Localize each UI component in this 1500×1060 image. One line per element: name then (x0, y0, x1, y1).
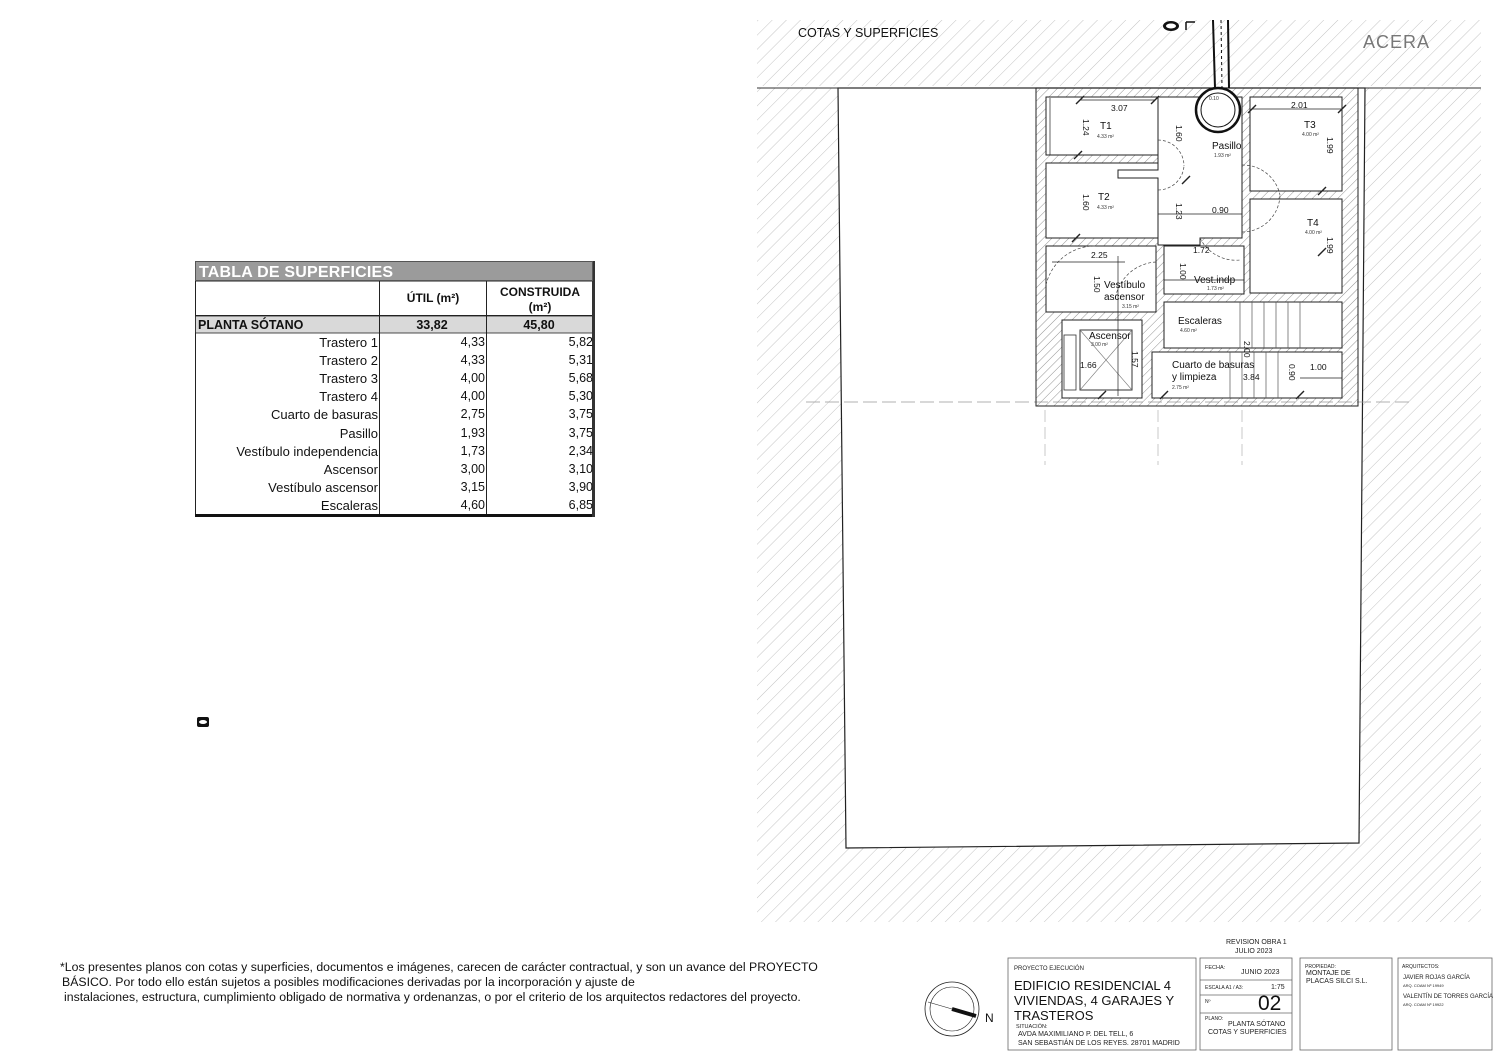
row-label: Escaleras (320, 498, 378, 513)
row-construida: 3,90 (568, 480, 593, 494)
project-title-line-3: TRASTEROS (1014, 1008, 1094, 1023)
room-label-t3: T3 (1304, 120, 1316, 131)
room-area-vest-indp: 1.73 m² (1207, 286, 1224, 292)
row-util: 1,73 (460, 444, 485, 458)
architect-1: JAVIER ROJAS GARCÍA (1403, 975, 1470, 981)
dim-150: 1.50 (1092, 276, 1102, 293)
room-area-t1: 4.33 m² (1097, 134, 1114, 140)
row-construida: 5,68 (568, 371, 593, 385)
propiedad-line-1: MONTAJE DE (1306, 970, 1351, 977)
disclaimer-line-2: BÁSICO. Por todo ello están sujetos a posibles modificaciones derivadas por la incorporación y ajuste de (62, 975, 635, 989)
room-area-vestibulo-ascensor: 3.15 m² (1122, 304, 1139, 310)
room-label-t2: T2 (1098, 192, 1110, 203)
plan-number: 02 (1258, 992, 1282, 1015)
total-label: PLANTA SÓTANO (198, 318, 304, 332)
row-label: Pasillo (339, 426, 378, 441)
dim-225: 2.25 (1091, 250, 1108, 260)
fecha-value: JUNIO 2023 (1241, 969, 1280, 976)
row-label: Trastero 4 (319, 389, 378, 404)
proyecto-label: PROYECTO EJECUCIÓN (1014, 966, 1084, 972)
row-construida: 6,85 (568, 498, 593, 512)
architect-2: VALENTÍN DE TORRES GARCÍA (1403, 994, 1494, 1000)
plano-line-1: PLANTA SÓTANO (1228, 1021, 1286, 1028)
row-util: 4,00 (460, 389, 485, 403)
row-construida: 5,30 (568, 389, 593, 403)
dim-201: 2.01 (1291, 100, 1308, 110)
dim-307: 3.07 (1111, 103, 1128, 113)
col-util-header: ÚTIL (m²) (406, 291, 460, 305)
situacion-label: SITUACIÓN: (1016, 1024, 1048, 1030)
row-util: 1,93 (460, 426, 485, 440)
escala-label: ESCALA A1 / A3: (1205, 985, 1244, 991)
row-construida: 3,75 (568, 407, 593, 421)
row-util: 4,00 (460, 371, 485, 385)
plano-label: PLANO: (1205, 1016, 1224, 1022)
plano-line-2: COTAS Y SUPERFICIES (1208, 1029, 1287, 1036)
address-line-1: AVDA MAXIMILIANO P. DEL TELL, 6 (1018, 1031, 1134, 1038)
disclaimer-line-1: *Los presentes planos con cotas y superficies, documentos e imágenes, carecen de carácter contractual, y son un avance del PROYECTO (60, 960, 818, 974)
row-util: 4,33 (460, 335, 485, 349)
plan-title: COTAS Y SUPERFICIES (798, 26, 939, 40)
room-label-vestibulo-ascensor: Vestíbulo ascensor (1104, 280, 1146, 303)
dim-090: 0.90 (1212, 205, 1229, 215)
row-construida: 3,75 (568, 426, 593, 440)
room-area-ascensor: 3.00 m² (1091, 342, 1108, 348)
col-construida-line1: CONSTRUIDA (500, 285, 580, 299)
revision-date: JULIO 2023 (1235, 948, 1273, 955)
architect-1-college: ARQ. COAM Nº 19949 (1403, 983, 1444, 988)
dim-199a: 1.99 (1325, 137, 1335, 154)
row-util: 3,15 (460, 480, 485, 494)
disclaimer-line-3: instalaciones, estructura, cumplimiento obligado de normativa y ordenanzas, o por el criterio de los arquitectos redactores del proyecto. (64, 990, 801, 1004)
dim-160b: 1.60 (1081, 194, 1091, 211)
row-label: Trastero 1 (319, 335, 378, 350)
dim-384: 3.84 (1243, 372, 1260, 382)
street-label: ACERA (1363, 32, 1431, 52)
room-area-t4: 4.00 m² (1305, 230, 1322, 236)
row-util: 4,60 (460, 498, 485, 512)
disclaimer (60, 960, 940, 1005)
propiedad-label: PROPIEDAD: (1305, 964, 1336, 970)
total-util: 33,82 (416, 318, 448, 332)
row-construida: 3,10 (568, 462, 593, 476)
dim-100b: 1.00 (1310, 362, 1327, 372)
room-area-pasillo: 1.93 m² (1214, 153, 1231, 159)
room-area-t3: 4.00 m² (1302, 132, 1319, 138)
row-label: Cuarto de basuras (271, 407, 378, 422)
row-construida: 5,31 (568, 353, 593, 367)
row-util: 3,00 (460, 462, 485, 476)
dim-010: 0.10 (1209, 96, 1219, 102)
dim-124: 1.24 (1081, 119, 1091, 136)
room-area-escaleras: 4.60 m² (1180, 328, 1197, 334)
escala-value: 1:75 (1271, 984, 1285, 991)
row-label: Trastero 3 (319, 371, 378, 386)
numero-label: Nº (1205, 999, 1211, 1005)
row-construida: 2,34 (568, 444, 593, 458)
room-label-t1: T1 (1100, 121, 1112, 132)
table-title: TABLA DE SUPERFICIES (195, 261, 593, 281)
col-construida-header (488, 285, 592, 317)
address-line-2: SAN SEBASTIÁN DE LOS REYES. 28701 MADRID (1018, 1040, 1180, 1047)
row-util: 2,75 (460, 407, 485, 421)
dim-100a: 1.00 (1178, 263, 1188, 280)
row-label: Vestíbulo ascensor (268, 480, 378, 495)
project-title-line-1: EDIFICIO RESIDENCIAL 4 (1014, 978, 1171, 993)
row-label: Trastero 2 (319, 353, 378, 368)
north-label: N (985, 1011, 994, 1025)
dim-166: 1.66 (1080, 360, 1097, 370)
room-label-t4: T4 (1307, 218, 1319, 229)
dim-200: 2.00 (1242, 341, 1252, 358)
total-construida: 45,80 (523, 318, 555, 332)
room-label-pasillo: Pasillo (1212, 141, 1242, 152)
dim-172: 1.72 (1193, 245, 1210, 255)
dim-199b: 1.99 (1325, 237, 1335, 254)
room-label-vest-indp: Vest.indp (1194, 275, 1236, 286)
row-label: Vestíbulo independencia (236, 444, 378, 459)
row-construida: 5,82 (568, 335, 593, 349)
room-label-basuras: Cuarto de basuras y limpieza (1172, 360, 1255, 383)
propiedad-line-2: PLACAS SILCI S.L. (1306, 978, 1368, 985)
row-label: Ascensor (323, 462, 378, 477)
dim-157: 1.57 (1130, 351, 1140, 368)
dim-160a: 1.60 (1174, 125, 1184, 142)
col-construida-line2: (m²) (528, 300, 552, 314)
arquitectos-label: ARQUITECTOS: (1402, 964, 1440, 970)
room-label-escaleras: Escaleras (1178, 316, 1222, 327)
room-label-ascensor: Ascensor (1089, 331, 1131, 342)
dim-123: 1.23 (1174, 203, 1184, 220)
room-area-t2: 4.33 m² (1097, 205, 1114, 211)
row-util: 4,33 (460, 353, 485, 367)
fecha-label: FECHA: (1205, 965, 1226, 971)
project-title-line-2: VIVIENDAS, 4 GARAJES Y (1014, 993, 1175, 1008)
architect-2-college: ARQ. COAM Nº 19922 (1403, 1002, 1444, 1007)
room-area-basuras: 2.75 m² (1172, 385, 1189, 391)
dim-090b: 0.90 (1287, 364, 1297, 381)
revision-label: REVISION OBRA 1 (1226, 939, 1287, 946)
